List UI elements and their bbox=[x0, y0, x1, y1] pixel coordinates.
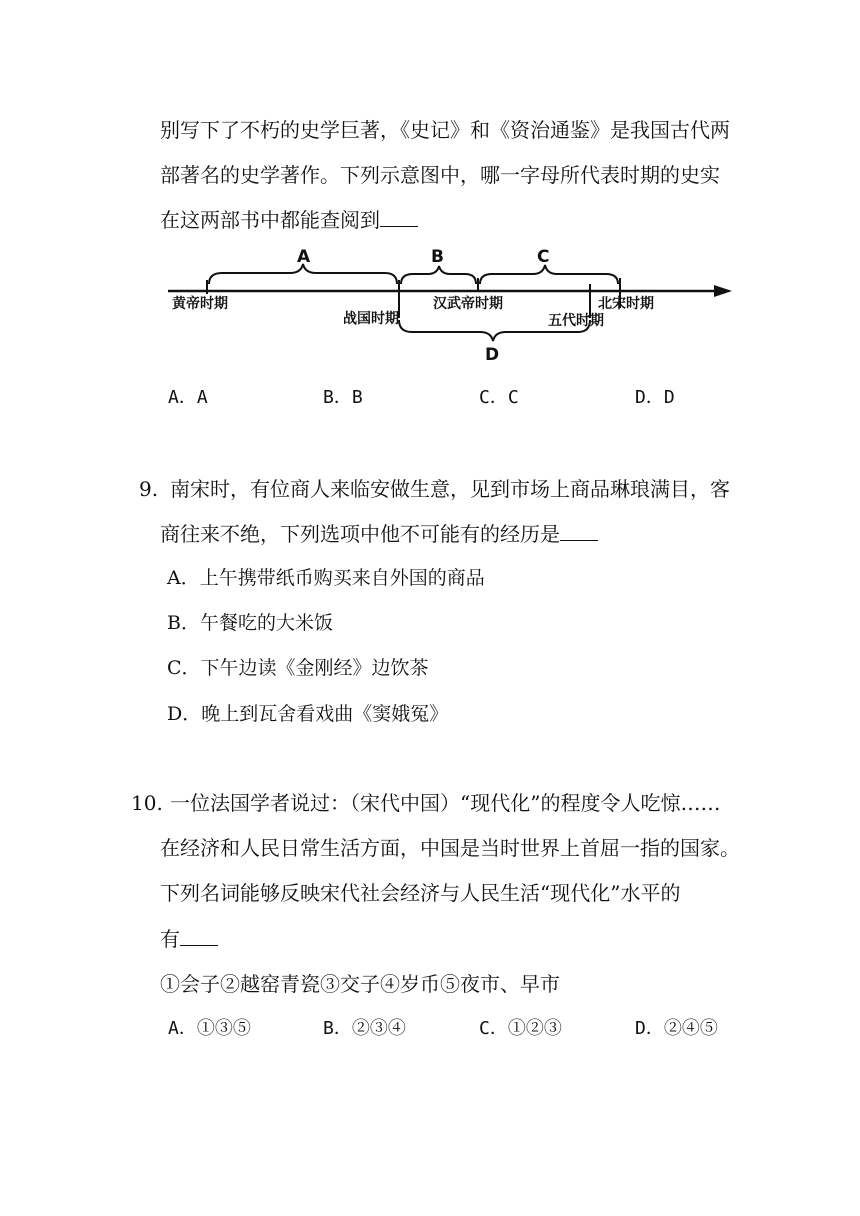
q10-line-3: 下列名词能够反映宋代社会经济与人民生活“现代化”水平的 bbox=[160, 881, 681, 905]
label-beisong: 北宋时期 bbox=[598, 296, 654, 312]
answer-blank bbox=[180, 927, 218, 946]
timeline-diagram bbox=[160, 240, 760, 370]
q9-number: 9. bbox=[139, 477, 159, 501]
letter-c: C bbox=[537, 247, 550, 267]
q8-line-3: 在这两部书中都能查阅到 bbox=[160, 208, 380, 232]
brace-a bbox=[209, 264, 397, 284]
q9-option-c[interactable]: C．下午边读《金刚经》边饮茶 bbox=[167, 657, 429, 679]
label-zhanguo: 战国时期 bbox=[343, 311, 399, 327]
brace-c bbox=[480, 265, 618, 284]
letter-a: A bbox=[297, 247, 311, 267]
q10-line-4-wrap bbox=[160, 926, 218, 952]
q10-option-d[interactable]: D．②④⑤ bbox=[635, 1018, 718, 1039]
letter-d: D bbox=[485, 345, 500, 365]
label-wudai: 五代时期 bbox=[548, 313, 604, 329]
q8-option-a[interactable]: A．A bbox=[168, 387, 208, 408]
q8-line-1: 别写下了不朽的史学巨著，《史记》和《资治通鉴》是我国古代两 bbox=[160, 118, 730, 142]
q10-items: ①会子②越窑青瓷③交子④岁币⑤夜市、早市 bbox=[160, 972, 560, 996]
q10-option-a[interactable]: A．①③⑤ bbox=[168, 1018, 251, 1039]
answer-blank bbox=[560, 522, 598, 541]
q9-option-d[interactable]: D．晚上到瓦舍看戏曲《窦娥冤》 bbox=[167, 703, 449, 725]
q9-option-b[interactable]: B．午餐吃的大米饭 bbox=[167, 612, 333, 634]
answer-blank bbox=[380, 208, 418, 227]
q10-option-b[interactable]: B．②③④ bbox=[323, 1018, 406, 1039]
q8-option-c[interactable]: C．C bbox=[479, 387, 519, 408]
q10-line-2: 在经济和人民日常生活方面，中国是当时世界上首屈一指的国家。 bbox=[160, 836, 740, 860]
letter-b: B bbox=[431, 247, 444, 267]
q10-line-1: 一位法国学者说过：（宋代中国）“现代化”的程度令人吃惊…… bbox=[170, 791, 721, 815]
label-huangdi: 黄帝时期 bbox=[172, 296, 228, 312]
q10-option-c[interactable]: C．①②③ bbox=[479, 1018, 562, 1039]
q9-line-2: 商往来不绝，下列选项中他不可能有的经历是 bbox=[160, 522, 560, 546]
q10-line-4: 有 bbox=[160, 927, 180, 951]
q9-line-2-wrap bbox=[160, 521, 598, 547]
q9-option-a[interactable]: A．上午携带纸币购买来自外国的商品 bbox=[167, 567, 485, 589]
q8-option-d[interactable]: D．D bbox=[635, 387, 675, 408]
q8-option-b[interactable]: B．B bbox=[323, 387, 363, 408]
q8-line-2: 部著名的史学著作。下列示意图中，哪一字母所代表时期的史实 bbox=[160, 163, 720, 187]
timeline-arrowhead bbox=[714, 285, 732, 297]
q8-line-3-wrap bbox=[160, 207, 418, 233]
label-hanwudi: 汉武帝时期 bbox=[433, 296, 503, 312]
q9-line-1: 南宋时，有位商人来临安做生意，见到市场上商品琳琅满目，客 bbox=[170, 477, 730, 501]
brace-b bbox=[401, 266, 476, 284]
q10-number: 10. bbox=[131, 791, 163, 815]
